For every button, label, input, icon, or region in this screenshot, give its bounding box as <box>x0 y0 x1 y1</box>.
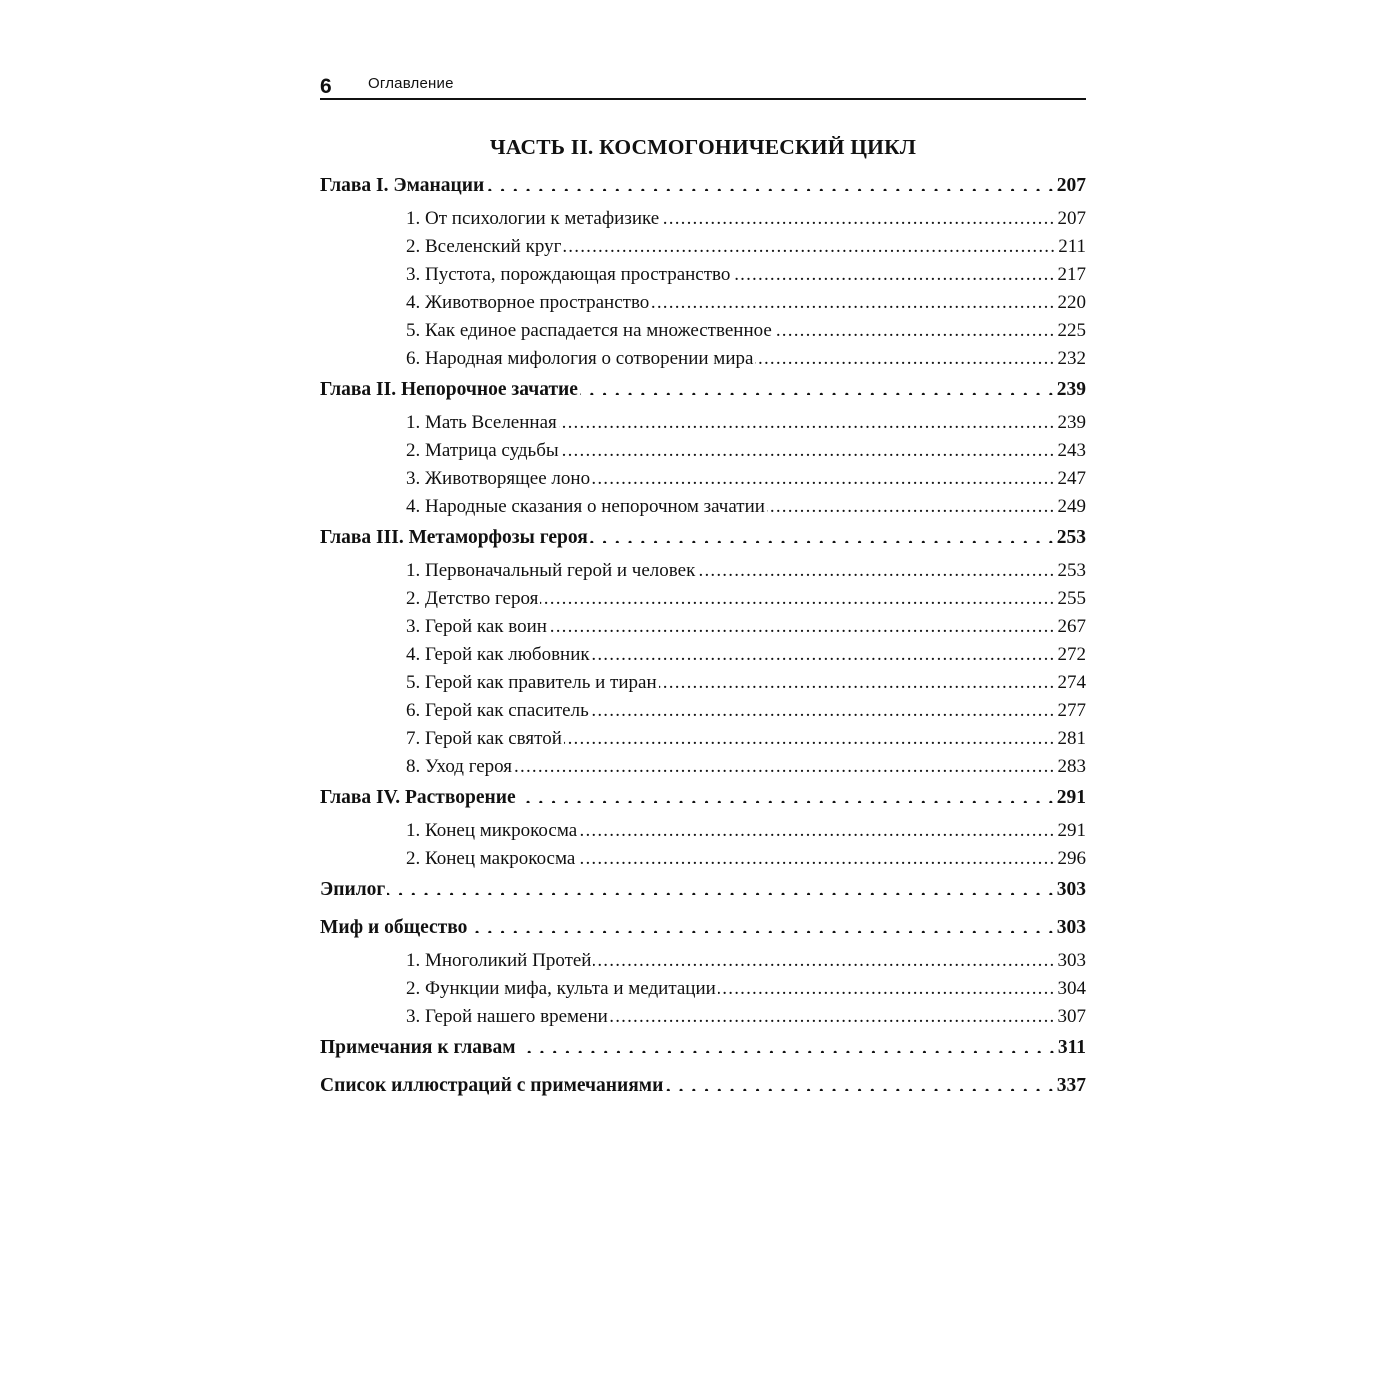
toc-chapter-2[interactable] <box>320 375 1086 409</box>
section-title: 7. Герой как святой <box>406 728 562 749</box>
dot-leader <box>559 409 1056 428</box>
toc-section[interactable] <box>320 947 1086 975</box>
section-title: 3. Животворящее лоно <box>406 468 591 489</box>
section-title: 4. Животворное пространство <box>406 292 650 313</box>
section-page: 274 <box>1057 672 1086 693</box>
section-page: 211 <box>1058 236 1086 257</box>
section-title: 1. Первоначальный герой и человек <box>406 560 696 581</box>
section-title: 5. Как единое распадается на множественное <box>406 320 772 341</box>
toc-myth-and-society[interactable] <box>320 913 1086 947</box>
toc-section[interactable] <box>320 817 1086 845</box>
toc-section[interactable] <box>320 613 1086 641</box>
chapter-page: 239 <box>1056 379 1086 400</box>
table-of-contents <box>320 171 1086 1105</box>
section-page: 296 <box>1057 848 1086 869</box>
section-title: 4. Народные сказания о непорочном зачатии <box>406 496 765 517</box>
section-title: 1. Конец микрокосма <box>406 820 578 841</box>
section-page: 217 <box>1057 264 1086 285</box>
section-title: 2. Матрица судьбы <box>406 440 559 461</box>
toc-section[interactable] <box>320 493 1086 521</box>
dot-leader <box>514 753 1055 772</box>
toc-illustrations[interactable] <box>320 1071 1086 1105</box>
toc-section[interactable] <box>320 669 1086 697</box>
section-page: 239 <box>1057 412 1086 433</box>
chapter-title: Глава IV. Растворение <box>320 787 516 808</box>
dot-leader <box>580 376 1055 396</box>
dot-leader <box>592 465 1055 484</box>
section-page: 232 <box>1057 348 1086 369</box>
dot-leader <box>579 817 1055 836</box>
dot-leader <box>767 493 1056 512</box>
dot-leader <box>718 975 1056 994</box>
toc-notes[interactable] <box>320 1033 1086 1067</box>
section-title: 2. Детство героя <box>406 588 539 609</box>
chapter-title: Глава II. Непорочное зачатие <box>320 379 578 400</box>
toc-section[interactable] <box>320 975 1086 1003</box>
toc-section[interactable] <box>320 585 1086 613</box>
chapter-2-sections <box>320 409 1086 521</box>
section-title: 5. Герой как правитель и тиран <box>406 672 657 693</box>
chapter-page: 311 <box>1057 1037 1086 1058</box>
toc-section[interactable] <box>320 465 1086 493</box>
dot-leader <box>577 845 1055 864</box>
chapter-title: Эпилог <box>320 879 386 900</box>
dot-leader <box>591 697 1056 716</box>
dot-leader <box>661 205 1055 224</box>
dot-leader <box>592 641 1056 660</box>
section-page: 225 <box>1057 320 1086 341</box>
toc-section[interactable] <box>320 409 1086 437</box>
section-title: 8. Уход героя <box>406 756 513 777</box>
toc-chapter-3[interactable] <box>320 523 1086 557</box>
dot-leader <box>549 613 1056 632</box>
running-title: Оглавление <box>368 75 454 92</box>
myth-sections <box>320 947 1086 1031</box>
dot-leader <box>563 233 1056 252</box>
dot-leader <box>610 1003 1056 1022</box>
chapter-page: 291 <box>1056 787 1086 808</box>
dot-leader <box>755 345 1055 364</box>
section-title: 1. От психологии к метафизике <box>406 208 660 229</box>
chapter-4-sections <box>320 817 1086 873</box>
section-page: 255 <box>1057 588 1086 609</box>
dot-leader <box>665 1072 1054 1092</box>
chapter-title: Примечания к главам <box>320 1037 516 1058</box>
section-page: 253 <box>1057 560 1086 581</box>
section-title: 3. Герой как воин <box>406 616 547 637</box>
section-page: 291 <box>1057 820 1086 841</box>
dot-leader <box>486 172 1055 192</box>
toc-section[interactable] <box>320 437 1086 465</box>
chapter-1-sections <box>320 205 1086 373</box>
toc-chapter-4[interactable] <box>320 783 1086 817</box>
chapter-page: 337 <box>1056 1075 1086 1096</box>
toc-section[interactable] <box>320 289 1086 317</box>
dot-leader <box>697 557 1055 576</box>
section-title: 1. Мать Вселенная <box>406 412 557 433</box>
toc-section[interactable] <box>320 725 1086 753</box>
dot-leader <box>387 876 1055 896</box>
dot-leader <box>590 524 1055 544</box>
page-number: 6 <box>320 75 332 98</box>
dot-leader <box>651 289 1055 308</box>
section-page: 207 <box>1057 208 1086 229</box>
section-title: 3. Пустота, порождающая пространство <box>406 264 731 285</box>
section-page: 272 <box>1057 644 1086 665</box>
running-head <box>320 72 1086 100</box>
toc-section[interactable] <box>320 641 1086 669</box>
section-title: 3. Герой нашего времени <box>406 1006 608 1027</box>
toc-section[interactable] <box>320 233 1086 261</box>
section-page: 249 <box>1057 496 1086 517</box>
section-page: 277 <box>1057 700 1086 721</box>
section-title: 2. Функции мифа, культа и медитации <box>406 978 716 999</box>
dot-leader <box>659 669 1056 688</box>
dot-leader <box>732 261 1055 280</box>
dot-leader <box>518 784 1055 804</box>
toc-section[interactable] <box>320 753 1086 781</box>
dot-leader <box>564 725 1056 744</box>
section-page: 281 <box>1057 728 1086 749</box>
section-title: 2. Вселенский круг <box>406 236 562 257</box>
section-page: 307 <box>1057 1006 1086 1027</box>
section-page: 267 <box>1057 616 1086 637</box>
chapter-title: Глава III. Метаморфозы героя <box>320 527 588 548</box>
toc-section[interactable] <box>320 317 1086 345</box>
section-title: 2. Конец макрокосма <box>406 848 576 869</box>
toc-section[interactable] <box>320 1003 1086 1031</box>
dot-leader <box>561 437 1056 456</box>
book-page <box>320 72 1086 1105</box>
dot-leader <box>518 1034 1056 1054</box>
part-title: ЧАСТЬ II. КОСМОГОНИЧЕСКИЙ ЦИКЛ <box>489 135 917 159</box>
dot-leader <box>593 947 1055 966</box>
chapter-3-sections <box>320 557 1086 781</box>
chapter-page: 303 <box>1056 917 1086 938</box>
toc-chapter-1[interactable] <box>320 171 1086 205</box>
chapter-page: 207 <box>1056 175 1086 196</box>
section-page: 243 <box>1057 440 1086 461</box>
section-page: 220 <box>1057 292 1086 313</box>
dot-leader <box>774 317 1056 336</box>
chapter-title: Глава I. Эманации <box>320 175 485 196</box>
dot-leader <box>540 585 1055 604</box>
section-page: 303 <box>1057 950 1086 971</box>
toc-section[interactable] <box>320 557 1086 585</box>
chapter-title: Список иллюстраций с примечаниями <box>320 1075 664 1096</box>
section-title: 1. Многоликий Протей <box>406 950 592 971</box>
toc-section[interactable] <box>320 261 1086 289</box>
dot-leader <box>469 914 1054 934</box>
toc-section[interactable] <box>320 205 1086 233</box>
section-title: 6. Народная мифология о сотворении мира <box>406 348 754 369</box>
chapter-page: 303 <box>1056 879 1086 900</box>
section-title: 4. Герой как любовник <box>406 644 590 665</box>
toc-section[interactable] <box>320 345 1086 373</box>
section-page: 247 <box>1057 468 1086 489</box>
section-page: 283 <box>1057 756 1086 777</box>
toc-epilogue[interactable] <box>320 875 1086 909</box>
toc-section[interactable] <box>320 845 1086 873</box>
chapter-title: Миф и общество <box>320 917 468 938</box>
toc-section[interactable] <box>320 697 1086 725</box>
chapter-page: 253 <box>1056 527 1086 548</box>
section-page: 304 <box>1057 978 1086 999</box>
section-title: 6. Герой как спаситель <box>406 700 589 721</box>
